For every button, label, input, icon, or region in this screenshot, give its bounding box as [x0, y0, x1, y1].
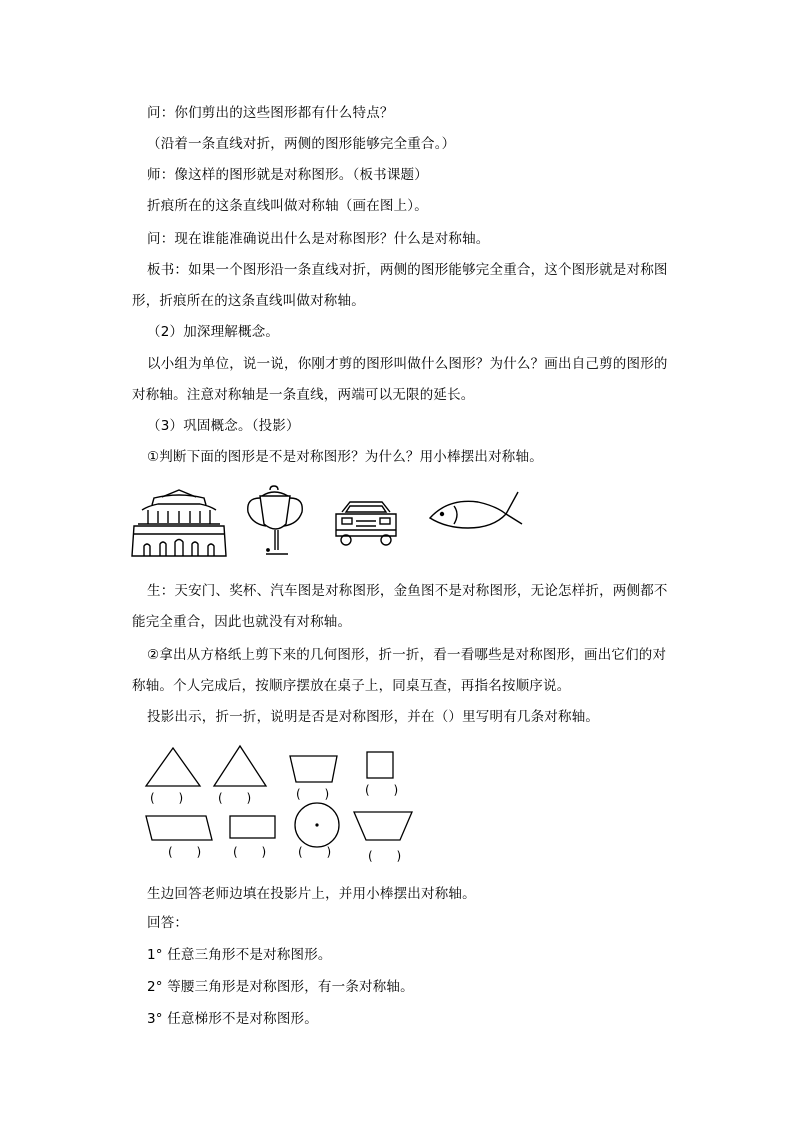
- paragraph: 板书：如果一个图形沿一条直线对折，两侧的图形能够完全重合，这个图形就是对称图: [147, 262, 668, 278]
- paragraph: 生：天安门、奖杯、汽车图是对称图形，金鱼图不是对称图形，无论怎样折，两侧都不: [147, 583, 668, 599]
- paragraph: 师：像这样的图形就是对称图形。（板书课题）: [147, 167, 428, 183]
- square-shape: [367, 752, 393, 778]
- answer-paren: ( ): [168, 845, 212, 859]
- symmetry-pictures: [128, 484, 528, 564]
- tiananmen-icon: [132, 490, 226, 556]
- paragraph: 能完全重合，因此也就没有对称轴。: [132, 614, 352, 630]
- paragraph: 形，折痕所在的这条直线叫做对称轴。: [132, 293, 365, 309]
- paragraph: 回答：: [147, 915, 189, 931]
- paragraph: ②拿出从方格纸上剪下来的几何图形，折一折，看一看哪些是对称图形，画出它们的对: [147, 647, 667, 663]
- paragraph: 称轴。个人完成后，按顺序摆放在桌子上，同桌互查，再指名按顺序说。: [132, 678, 571, 694]
- answer-paren: ( ): [233, 845, 277, 859]
- answer-paren: ( ): [218, 791, 262, 805]
- paragraph: 问：你们剪出的这些图形都有什么特点？: [147, 105, 394, 121]
- answer-paren: ( ): [298, 845, 342, 859]
- car-icon: [336, 502, 396, 545]
- paragraph: 2° 等腰三角形是对称图形，有一条对称轴。: [147, 979, 414, 995]
- answer-paren: ( ): [296, 787, 340, 801]
- parallelogram-shape: [146, 816, 212, 840]
- trophy-icon: [248, 486, 303, 554]
- paragraph: 生边回答老师边填在投影片上，并用小棒摆出对称轴。: [147, 886, 476, 902]
- answer-paren: ( ): [365, 783, 409, 797]
- paragraph: 问：现在谁能准确说出什么是对称图形？什么是对称轴。: [147, 231, 490, 247]
- paragraph: （2）加深理解概念。: [147, 324, 280, 340]
- paragraph: 3° 任意梯形不是对称图形。: [147, 1011, 318, 1027]
- inverted-trapezoid-shape: [354, 812, 412, 840]
- answer-paren: ( ): [368, 849, 412, 863]
- paragraph: ①判断下面的图形是不是对称图形？为什么？用小棒摆出对称轴。: [147, 449, 543, 465]
- rectangle-shape: [230, 816, 275, 838]
- paragraph: 1° 任意三角形不是对称图形。: [147, 947, 332, 963]
- trapezoid-shape: [290, 756, 337, 782]
- isosceles-triangle-shape: [214, 746, 266, 786]
- paragraph: 以小组为单位，说一说，你刚才剪的图形叫做什么图形？为什么？画出自己剪的图形的: [147, 356, 668, 372]
- paragraph: （3）巩固概念。（投影）: [147, 418, 300, 434]
- answer-paren: ( ): [150, 791, 194, 805]
- scalene-triangle-shape: [146, 748, 200, 786]
- paragraph: （沿着一条直线对折，两侧的图形能够完全重合。）: [147, 136, 456, 152]
- fish-icon: [430, 492, 522, 528]
- paragraph: 对称轴。注意对称轴是一条直线，两端可以无限的延长。: [132, 387, 475, 403]
- paragraph: 投影出示，折一折，说明是否是对称图形，并在（）里写明有几条对称轴。: [147, 709, 600, 725]
- paragraph: 折痕所在的这条直线叫做对称轴（画在图上）。: [147, 198, 428, 214]
